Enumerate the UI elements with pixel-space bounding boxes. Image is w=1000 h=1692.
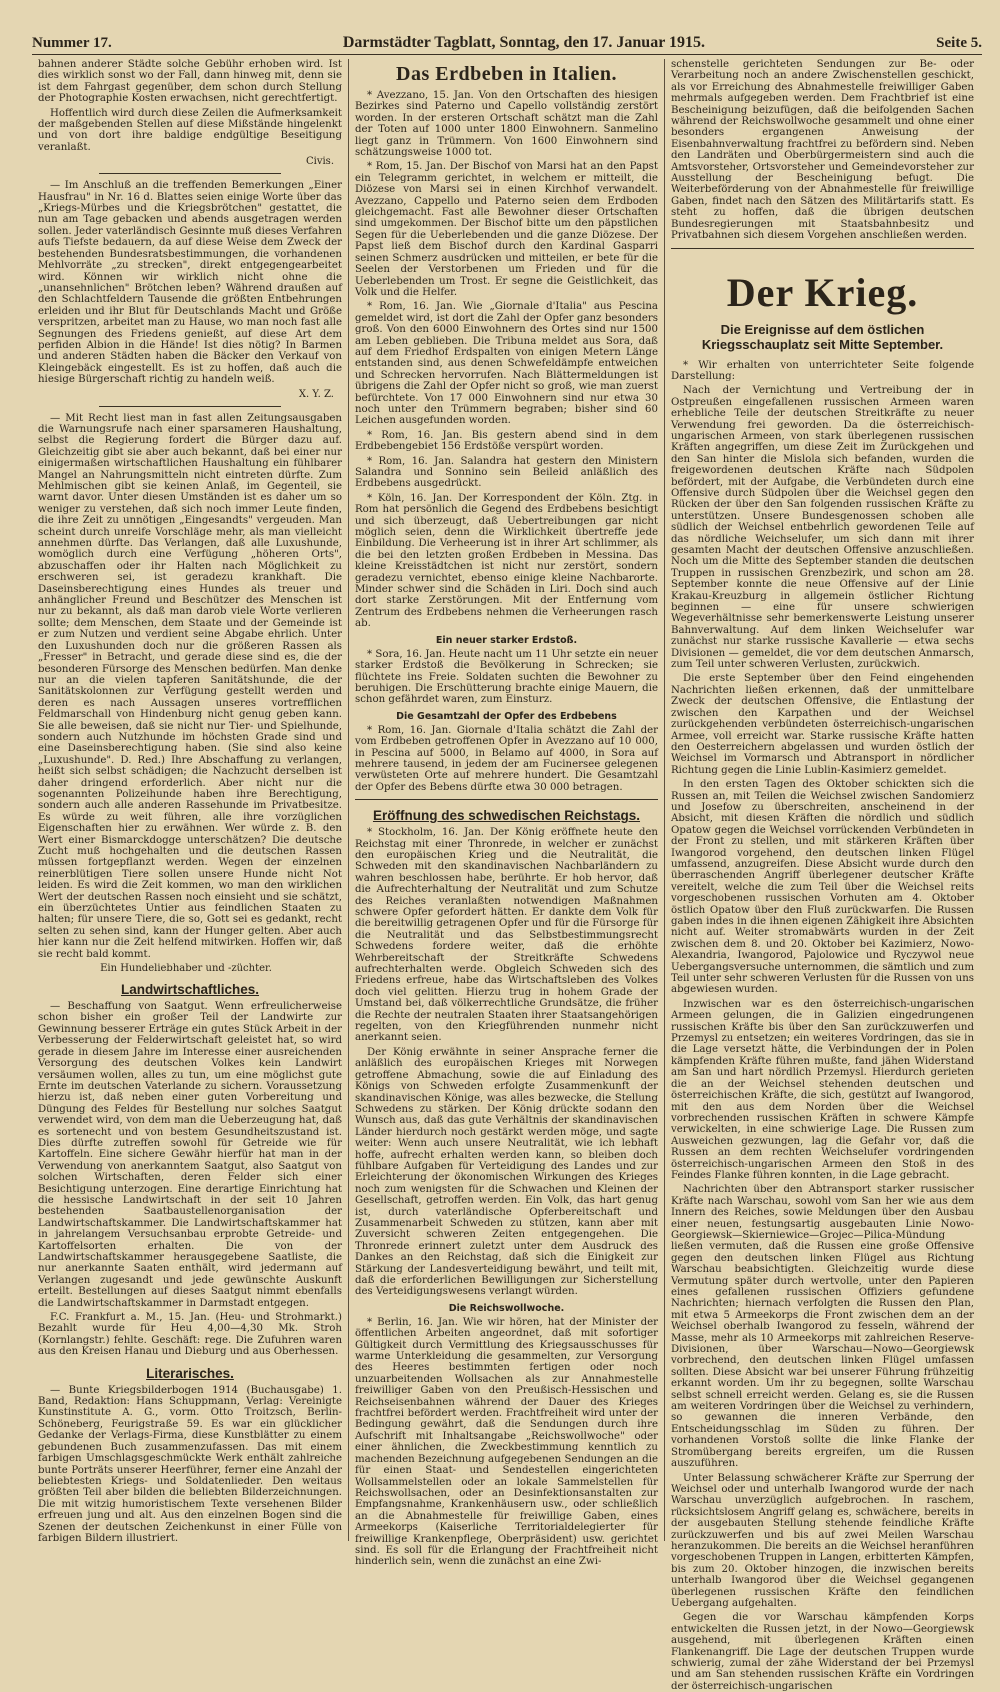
subheading: Die Reichswollwoche.: [448, 1302, 565, 1314]
paragraph: Die erste September über den Feind eingehenden Nachrichten ließen erkennen, daß der unmittelbare Zweck der deutschen Offensive, die Entlastung der zwischen den Karpathen und der Weichsel zurückgehenden verbündeten österreichisch-ungarischen Armee, voll erreicht war. Starke russische Kräfte hatten den Oesterreichern abgelassen und wurden östlich der Weichsel im Vormarsch und Abtransport in nördlicher Richtung gegen die Linie Lublin-Kasimierz gemeldet.: [671, 673, 974, 776]
headline-krieg: Der Krieg.: [726, 269, 919, 315]
divider: [99, 173, 281, 174]
paragraph: * Rom, 16. Jan. Salandra hat gestern den Ministern Salandra und Sonnino sein Beileid anläßlich des Erdbebens ausgedrückt.: [355, 455, 658, 490]
subheadline-krieg: Die Ereignisse auf dem östlichen Kriegsschauplatz seit Mitte September.: [701, 321, 944, 352]
divider: [99, 406, 281, 407]
divider: [671, 248, 974, 249]
section-heading-landwirtschaft: Landwirtschaftliches.: [120, 982, 260, 998]
column-3: [664, 59, 980, 1692]
paragraph: * Wir erhalten von unterrichteter Seite folgende Darstellung:: [671, 359, 974, 382]
issue-number: Nummer 17.: [32, 35, 112, 51]
signature: Ein Hundeliebhaber und -züchter.: [100, 963, 272, 975]
paragraph: * Köln, 16. Jan. Der Korrespondent der Köln. Ztg. in Rom hat persönlich die Gegend des Erdbebens besichtigt und sich überzeugt, daß Uebertreibungen gar nicht möglich seien, denn die Wirklichkeit übertreffe jede Einbildung. Die Verheerung ist in ihrer Art schlimmer, als die bei den letzten großen Erdbeben in Messina. Das kleine Kreisstädtchen ist nicht nur zerstört, sondern geradezu vernichtet, ebenso einige kleine Nachbarorte. Minder schwer sind die Schäden in Liri. Doch sind auch dort starke Zerstörungen. Mit der Entfernung vom Zentrum des Erdbebens nehmen die Verheerungen rasch ab.: [355, 492, 658, 630]
subheading: Ein neuer starker Erdstoß.: [435, 634, 578, 646]
paragraph: Nach der Vernichtung und Vertreibung der in Ostpreußen eingefallenen russischen Armeen waren erhebliche Teile der deutschen Streitkräfte zu neuer Verwendung frei geworden. Da die österreichisch-ungarischen Armeen, von stark überlegenen russischen Kräften angegriffen, um diese Zeit im Zurückgehen und den San hinter die Mislola sich befanden, wurden die freigewordenen deutschen Kräfte nach Südpolen befördert, mit der Aufgabe, die Verbündeten durch eine Offensive durch Südpolen über die Weichsel gegen den Rücken der über den San folgenden russischen Kräfte zu unterstützen. Unsere Bundesgenossen schoben alle südlich der Weichsel entbehrlich gewordenen Teile auf das nördliche Weichselufer, um sich dann mit ihrer gesamten Macht der deutschen Offensive anzuschließen. Noch um die Mitte des September standen die deutschen Truppen in russischen Grenzbezirk, und schon am 28. September konnte die neue Offensive auf der Linie Krakau-Kreuzburg in allgemein östlicher Richtung beginnen — eine für unsere schwierigen Wegeverhältnisse sehr bemerkenswerte Leistung unserer Bahnverwaltung. Auf dem linken Weichselufer war zunächst nur starke russische Kavallerie — etwa sechs Divisionen — gemeldet, die vor dem deutschen Anmarsch, zum Teil unter schweren Verlusten, zurückwich.: [671, 385, 974, 671]
paragraph: * Avezzano, 15. Jan. Von den Ortschaften des hiesigen Bezirkes sind Paterno und Capello vollständig zerstört worden. In der ersteren Ortschaft schätzt man die Zahl der Toten auf 1000 unter 1800 Einwohnern. Sanmelino liegt ganz in Trümmern. Von 1600 Einwohnern sind schätzungsweise 1000 tot.: [355, 90, 658, 159]
newspaper-title-date: Darmstädter Tagblatt, Sonntag, den 17. Januar 1915.: [342, 34, 705, 51]
paragraph: * Rom, 15. Jan. Der Bischof von Marsi hat an den Papst ein Telegramm gerichtet, in welchem er mitteilt, die Diözese von Marsi sei in einen Kirchhof verwandelt. Avezzano, Cappello und Paterno seien dem Erdboden gleichgemacht. Fast alle Bewohner dieser Ortschaften sind umgekommen. Der Bischof bitte um den päpstlichen Segen für die Ueberlebenden und die ganze Diözese. Der Papst ließ dem Bischof durch den Kardinal Gasparri seinen Schmerz ausdrücken und mitteilen, er bete für die Seelen der Verstorbenen um Frieden und für die Ueberlebenden um Trost. Er segne die Geistlichkeit, das Volk und die Helfer.: [355, 161, 658, 298]
paragraph: Der König erwähnte in seiner Ansprache ferner die anläßlich des europäischen Krieges mit Norwegen getroffene Abmachung, sowie die auf Einladung des Königs von Schweden erfolgte Zusammenkunft der skandinavischen Könige, was alles bezwecke, die Stellung Schwedens zu stärken. Der König drückte sodann den Wunsch aus, daß das gute Verhältnis der skandinavischen Länder hierdurch noch gestärkt werden möge, und sagte weiter: Wenn auch unsere Neutralität, wie ich lebhaft hoffe, aufrecht erhalten werden kann, so bleiben doch fühlbare Aufgaben für Verteidigung des Landes und zur Erleichterung der ökonomischen Wirkungen des Krieges noch zum wenigsten für die Schwachen und Kleinen der Gesellschaft, getroffen werden. Ein Volk, das hart genug ist, durch vaterländische Opferbereitschaft und Zusammenarbeit Schweden zu stützen, kann aber mit Zuversicht schweren Zeiten entgegengehen. Die Thronrede erinnert zuletzt unter dem Ausdruck des Dankes an den Reichstag, daß sich die Einigkeit zur Stärkung der Landesverteidigung bewährt, und teilt mit, daß die erforderlichen Bewilligungen zur Sicherstellung des Verteidigungswesens verlangt würden.: [355, 1046, 658, 1298]
column-1: [32, 59, 348, 1544]
paragraph: In den ersten Tagen des Oktober schickten sich die Russen an, mit Teilen die Weichsel zwischen Sandomierz und Josefow zu überschreiten, anscheinend in der Absicht, mit diesen Kräften die nördlich und südlich Opatow gegen die Weichsel vorrückenden Verbündeten in der Front zu stellen, und mit stärkeren Kräften über Iwangorod vorgehend, den deutschen linken Flügel umfassend, anzugreifen. Diese Absicht wurde durch den überraschenden Angriff überlegener deutscher Kräfte vereitelt, welche die zum Teil über die Weichsel reits vorgeschobenen russischen Vorhuten am 4. Oktober östlich Opatow über den Fluß zurückwarfen. Die Russen gaben indes in die ihnen eigenen Zähigkeit ihre Absichten nicht auf. Weiter stromabwärts wurden in der Zeit zwischen dem 8. und 20. Oktober bei Kazimierz, Nowo-Alexandria, Iwangorod, Pajolowice und Ryczywol neue Uebergangsversuche unternommen, die sämtlich und zum Teil unter sehr schweren Verlusten für die Russen von uns abgewiesen wurden.: [671, 779, 974, 996]
headline-reichstag: Eröffnung des schwedischen Reichstags.: [372, 808, 641, 824]
columns: [32, 59, 982, 1692]
signature: X. Y. Z.: [298, 388, 334, 400]
paragraph: * Rom, 16. Jan. Wie „Giornale d'Italia" aus Pescina gemeldet wird, ist dort die Zahl der Opfer ganz besonders groß. Von den 6000 Einwohnern des Ortes sind nur 1500 am Leben geblieben. Die Tribuna meldet aus Sora, daß auf dem Friedhof Erdspalten von einigen Metern Länge entstanden sind, aus denen Schwefeldämpfe entweichen und Schrecken hervorrufen. Nach Blättermeldungen ist übrigens die Zahl der Opfer nicht so groß, wie man zuerst befürchtete. Von 17 000 Einwohnern sind nur etwa 30 noch unter den Trümmern begraben; bisher sind 60 Leichen ausgefunden worden.: [355, 301, 658, 427]
paragraph: F.C. Frankfurt a. M., 15. Jan. (Heu- und Strohmarkt.) Bezahlt wurde für Heu 4,00—4,30 Mk. Stroh (Kornlangstr.) fehlte. Geschäft: rege. Die Zufuhren waren aus den Kreisen Hanau und Dieburg und aus Oberhessen.: [38, 1312, 342, 1358]
page-number: Seite 5.: [936, 35, 982, 51]
headline-erdbeben: Das Erdbeben in Italien.: [396, 63, 617, 85]
paragraph: * Rom, 16. Jan. Giornale d'Italia schätzt die Zahl der vom Erdbeben getroffenen Opfer in Avezzano auf 10 000, in Pescina auf 5000, in Belamo auf 4000, in Sora auf mehrere tausend, in jedem der am Fucinersee gelegenen verwüsteten Orte auf mehrere hundert. Die Gesamtzahl der Opfer des Bebens dürfte etwa 30 000 betragen.: [355, 724, 658, 793]
paragraph: Gegen die vor Warschau kämpfenden Korps entwickelten die Russen jetzt, in der Nowo—Georgiewsk ausgehend, mit überlegenen Kräften einen Flankenangriff. Die Lage der deutschen Truppen wurde schwierig, zumal der zähe Widerstand der bei Przemysl und am San stehenden russischen Kräfte ein Vordringen der österreichisch-ungarischen: [671, 1612, 974, 1692]
paragraph: schenstelle gerichteten Sendungen zur Be- oder Verarbeitung noch an andere Zwischenstellen geschickt, als vor Erreichung des Abnahmestelle freiwilliger Gaben mehrmals aufgegeben werden. Dem Frachtbrief ist eine Bescheinigung beizufügen, daß die beifolgenden Sachen während der Reichswollwoche gesammelt und ohne einer besonders ergangenen Anweisung der Eisenbahnverwaltung frachtfrei zu befördern sind. Neben den Landräten und Oberbürgermeistern sind auch die Amtsvorsteher, Ortsvorsteher und Gemeindevorsteher zur Ausstellung der Bescheinigung befugt. Die Weiterbeförderung von der Abnahmestelle für freiwillige Gaben, findet nach den Sätzen des Militärtarifs statt. Es steht zu hoffen, daß die übrigen deutschen Bundesregierungen mit Staatsbahnbesitz und Privatbahnen sich diesem Vorgehen anschließen werden.: [671, 59, 974, 242]
paragraph: Unter Belassung schwächerer Kräfte zur Sperrung der Weichsel oder und unterhalb Iwangorod wurde der nach Warschau unverzüglich aufgebrochen. In raschem, rücksichtslosem Angriff gelang es, schwächere, bereits in der ausgebauten Stellung stehende feindliche Kräfte zurückzuwerfen und bis auf zwei Meilen Warschau heranzukommen. Die bereits an die Weichsel heranführen vorgeschobenen Truppen in Langen, erbitterten Kämpfen, bis zum 20. Oktober hinzogen, die inzwischen bereits unterhalb Iwangorod über die Weichsel gegangenen überlegenen russischen Kräfte den feindlichen Uebergang aufgehalten.: [671, 1472, 974, 1609]
divider: [355, 799, 658, 800]
masthead: [32, 34, 982, 55]
signature: Civis.: [305, 156, 334, 168]
paragraph: Hoffentlich wird durch diese Zeilen die Aufmerksamkeit der maßgebenden Stellen auf diese Mißstände hingelenkt und von dort ihre baldige endgültige Beseitigung veranlaßt.: [38, 107, 342, 153]
column-2: [348, 59, 664, 1568]
section-heading-literarisches: Literarisches.: [146, 1365, 234, 1381]
paragraph: — Mit Recht liest man in fast allen Zeitungsausgaben die Warnungsrufe nach einer sparsameren Haushaltung, selbst die Regierung fordert die Bürger dazu auf. Gleichzeitig gibt sie aber auch bekannt, daß bei einer nur einigermaßen wirtschaftlichen Haushaltung ein fühlbarer Mangel an Nahrungsmitteln nicht eintreten dürfte. Zum Mehlmischen gibt sie keinen Anlaß, im Gegenteil, sie warnt davor. Unter diesen Umständen ist es daher um so weniger zu verstehen, daß sich noch immer Leute finden, die ihre Zeit zu unnötigen „Eingesandts" vergeuden. Man scheint durch unreife Vorschläge mehr, als man vielleicht annehmen dürfte. Das Verlangen, daß alle Luxushunde, womöglich durch eine Verfügung „höheren Orts", abzuschaffen oder ihr Halten nach Möglichkeit zu erschweren sei, ist geradezu krankhaft. Die Daseinsberechtigung eines Hundes als treuer und anhänglicher Freund und Beschützer des Menschen ist nur zu bekannt, als daß man darob viele Worte verlieren sollte; dem Menschen, dem Staate und der Gemeinde ist er zum Nutzen und verdient seine Abgabe ehrlich. Unter den Luxushunden doch nur die größeren Rassen als „Fresser" in Betracht, und gerade diese sind es, die der besonderen Fürsorge des Menschen bedürfen. Man denke nur an die vielen tapferen Sanitätshunde, die der Sanitätskolonnen zur Verfügung gestellt werden und deren es nach Aussagen unseres vortrefflichen Feldmarschall von Hindenburg nicht genug geben kann. Sie alle beweisen, daß sie nicht nur Tier- und Spielhunde, sondern auch Nutzhunde im höchsten Grade sind und eine Daseinsberechtigung haben. (Sie sind also keine „Luxushunde". D. Red.) Ihre Abschaffung zu verlangen, heißt sich selbst schädigen; die Nachzucht derselben ist daher dringend erforderlich. Aber nicht nur die sogenannten Polizeihunde haben ihre Berechtigung, sondern auch alle anderen Rassehunde im Privatbesitze. Es würde zu weit führen, alle ihre vorzüglichen Eigenschaften hier zu erwähnen. Wer würde z. B. den Wert einer Bismarckdogge unterschätzen? Die deutsche Zucht muß hochgehalten und die deutschen Rassen müssen fortgepflanzt werden. Wegen der einzelnen reinerblütigen Tiere sollen unsere Hunde nicht Not leiden. Es wird die Zeit kommen, wo man den wirklichen Wert der deutschen Rassen noch einsieht und sie schätzt, ein überzüchtetes Untier aus feindlichen Staaten zu halten; für unsere Tiere, die so, Gott sei es gedankt, recht selten zu sehen sind, kann der Hunger gelten. Aber auch hier kann nur die Zeit helfend mitwirken. Hoffen wir, daß sie recht bald kommt.: [38, 412, 342, 960]
paragraph: * Stockholm, 16. Jan. Der König eröffnete heute den Reichstag mit einer Thronrede, in welcher er zunächst den europäischen Krieg und die Neutralität, die Schweden mit den skandinavischen Nachbarländern zu wahren beschlossen habe, berührte. Er hob hervor, daß die Aufrechterhaltung der Neutralität und zum Schutze des Reiches veranlaßten notwendigen Maßnahmen schwere Opfer gefordert hätten. Er dankte dem Volk für die bereitwillig getragenen Opfer und für die Fürsorge für die Neutralität und das Selbstbestimmungsrecht Schwedens fordere weiter, daß die erhöhte Wehrbereitschaft der Streitkräfte Schwedens aufrechterhalten werde. Obgleich Schweden sich des Friedens erfreue, habe das Wirtschaftsleben des Volkes doch viel gelitten. Hierzu trug in hohem Grade der Umstand bei, daß völkerrechtliche Grundsätze, die früher die Rechte der neutralen Staaten ihrer Staatsangehörigen regelten, von den Kriegführenden nunmehr nicht anerkannt seien.: [355, 827, 658, 1044]
paragraph: — Bunte Kriegsbilderbogen 1914 (Buchausgabe) 1. Band, Redaktion: Hans Schuppmann, Verlag: Vereinigte Kunstinstitute A. G., vorm. Otto Troitzsch, Berlin-Schöneberg, Feurigstraße 59. Es war ein glücklicher Gedanke der Verlags-Firma, diese Kunstblätter zu einem gebundenen Buch zusammenzufassen. Das mit einem farbigen Umschlagsgeschmückte Werk enthält zahlreiche bunte Porträts unserer Heerführer, ferner eine Anzahl der beliebtesten Kriegs- und Soldatenlieder. Den weitaus größten Teil aber bilden die beliebten Bilderzeichnungen. Die mit witzig humoristischem Texte versehenen Bilder erfreuen jung und alt. Aus den einzelnen Bogen sind die Szenen der deutschen Zeichenkunst in einer Fülle von farbigen Bildern illustriert.: [38, 1384, 342, 1544]
paragraph: * Berlin, 16. Jan. Wie wir hören, hat der Minister der öffentlichen Arbeiten angeordnet, daß mit sofortiger Gültigkeit durch Vermittlung des Kriegsausschusses für warme Unterkleidung die gesammelten, zur Versorgung des Heeres bestimmten fertigen oder noch unzuarbeitenden Wollsachen als zur Annahmestelle freiwilliger Gaben von den Preußisch-Hessischen und Reichseisenbahnen während der Dauer des Krieges frachtfrei befördert werden. Frachtfreiheit wird unter der Bedingung gewährt, daß die Sendungen durch ihre Aufschrift mit Inhaltsangabe „Reichswollwoche" oder einer ähnlichen, die Zweckbestimmung kenntlich zu machenden Bezeichnung aufgegebenen Sendungen an die für einen Staat- und Sendestellen eingerichteten Wollsammelstellen oder an lokale Sammelstellen für Reichswollsachen, oder an Desinfektionsanstalten zur Empfangsnahme, Krankenhäusern usw., oder schließlich an die Abnahmestelle für freiwillige Gaben, eines Armeekorps (Kaiserliche Territorialdelegierter für freiwillige Krankenpflege, Oberpräsident) usw. gerichtet sind. Es soll für die Erlangung der Frachtfreiheit nicht hinderlich sein, wenn die zunächst an eine Zwi-: [355, 1316, 658, 1568]
paragraph: — Im Anschluß an die treffenden Bemerkungen „Einer Hausfrau" in Nr. 16 d. Blattes seien einige Worte über das „Kriegs-Mürbes und die Kriegsbrötchen" gestattet, die nun am Tage gebacken und abends ausgetragen werden sollen. Jeder vaterländisch Gesinnte muß dieses Verfahren aufs Tiefste bedauern, da auf diese Weise dem Zweck der bestehenden Bundesratsbestimmungen, die vorhandenen Mehlvorräte „zu strecken", direkt entgegengearbeitet wird. Können wir wirklich nicht ohne die „unansehnlichen" Brötchen leben? Während draußen auf den Schlachtfeldern Tausende die größten Entbehrungen erleiden und ihr Blut für Deutschlands Macht und Größe verspritzen, arbeitet man zu Hause, wo man noch fast alle Segnungen des Friedens genießt, auf diese Art dem perfiden Albion in die Hände! Ist dies nötig? In Barmen und anderen Städten haben die Bäcker den Verkauf von Kleingebäck eingestellt. Es ist zu hoffen, daß auch die hiesige Bürgerschaft richtig zu handeln weiß.: [38, 180, 342, 386]
paragraph: * Rom, 16. Jan. Bis gestern abend sind in dem Erdbebengebiet 156 Erdstöße verspürt worden.: [355, 429, 658, 453]
paragraph: bahnen anderer Städte solche Gebühr erhoben wird. Ist dies wirklich sonst wo der Fall, dann hinweg mit, denn sie ist dem Fahrgast gegenüber, dem schon durch Stellung der Photographie Kosten erwachsen, nicht gerechtfertigt.: [38, 59, 342, 105]
paragraph: Nachrichten über den Abtransport starker russischer Kräfte nach Warschau, sowohl vom San her wie aus dem Innern des Reiches, sowie Meldungen über den Ausbau einer neuen, festungsartig ausgebauten Linie Nowo-Georgiewsk—Skierniewice—Grojec—Pilica-Mündung ließen vermuten, daß die Russen eine große Offensive gegen den deutschen linken Flügel aus Richtung Warschau beabsichtigten. Gleichzeitig wurde diese Vermutung später durch wertvolle, unter den Papieren eines gefallenen russischen Offiziers gefundene Nachrichten; hiernach verfolgten die Russen den Plan, mit etwa 5 Armeekorps die Front zwischen dem an der Weichsel oberhalb Iwangorod zu fesseln, während der Masse, mehr als 10 Armeekorps mit zahlreichen Reserve-Divisionen, über Warschau—Nowo—Georgiewsk vorbrechend, den deutschen linken Flügel umfassen sollten. Diese Absicht war bei unserer Führung frühzeitig erkannt worden. Um ihr zu begegnen, sollte Warschau selbst schnell erreicht werden. Gelang es, sie die Russen am weiteren Vordringen über die Weichsel zu verhindern, so gewannen die inneren Verbände, den Entscheidungsschlag im Süden zu führen. Der vorhandenen Vorstoß sollte die linke Flanke der Stromübergang bereits ergreifen, um die Russen auszuführen.: [671, 1184, 974, 1470]
paragraph: Inzwischen war es den österreichisch-ungarischen Armeen gelungen, die in Galizien eingedrungenen russischen Kräfte bis über den San zurückzuwerfen und Przemysl zu entsetzen; ein weiteres Vordringen, das sie in die Lage versetzt hätte, die Verbindungen der in Polen kämpfenden Kräfte führen mußte, fand jähen Widerstand am San und hart nördlich Przemysl. Hierdurch gerieten die an der Weichsel stehenden deutschen und österreichischen Kräfte, die sich, gestützt auf Iwangorod, mit den aus dem Norden über die Weichsel vorbrechenden russischen Kräften in schwere Kämpfe verwickelten, in eine schwierige Lage. Die Russen zum Ausweichen gezwungen, lag die Gefahr vor, daß die Russen an dem rechten Weichselufer vordringenden österreichisch-ungarischen Armeen den Stoß in des Feindes Flanke führen konnten, in die Lage gebracht.: [671, 998, 974, 1181]
paragraph: * Sora, 16. Jan. Heute nacht um 11 Uhr setzte ein neuer starker Erdstoß die Bevölkerung in Schrecken; sie flüchtete ins Freie. Soldaten suchten die Bewohner zu beruhigen. Die Erschütterung brachte einige Mauern, die schon gefährdet waren, zum Einsturz.: [355, 648, 658, 706]
subheading: Die Gesamtzahl der Opfer des Erdbebens: [396, 710, 617, 722]
paragraph: — Beschaffung von Saatgut. Wenn erfreulicherweise schon bisher ein großer Teil der Landwirte zur Gewinnung besserer Erträge ein gutes Stück Arbeit in der Verbesserung der Felderwirtschaft geleistet hat, so wird gerade in diesem Jahre im Interesse einer ausreichenden Versorgung des deutschen Volkes kein Landwirt versäumen wollen, alles zu tun, um eine möglichst gute Ernte im deutschen Vaterlande zu sichern. Voraussetzung hierzu ist, daß neben einer guten Vorbereitung und Düngung des Feldes für Bestellung nur solches Saatgut verwendet wird, von dem man die Ueberzeugung hat, daß es sortenecht und von bestem Gesundheitszustand ist. Dies dürfte zutreffen sowohl für Getreide wie für Kartoffeln. Eine sichere Gewähr hierfür hat man in der Verwendung von anerkanntem Saatgut, also Saatgut von solchen Wirtschaften, deren Felder sich einer Besichtigung unterzogen. Eine derartige Einrichtung hat die hessische Landwirtschaft in der seit 10 Jahren bestehenden Saatbaustellenorganisation der Landwirtschaftskammer. Die Landwirtschaftskammer hat in jahrelangem Versuchsanbau erprobte Getreide- und Kartoffelsorten erhalten. Die von der Landwirtschaftskammer herausgegebene Saatliste, die nur anerkannte Saaten enthält, wird jedermann auf Verlangen zugesandt und jede gewünschte Auskunft erteilt. Bestellungen auf dieses Saatgut nimmt ebenfalls die Landwirtschaftskammer in Darmstadt entgegen.: [38, 1001, 342, 1309]
